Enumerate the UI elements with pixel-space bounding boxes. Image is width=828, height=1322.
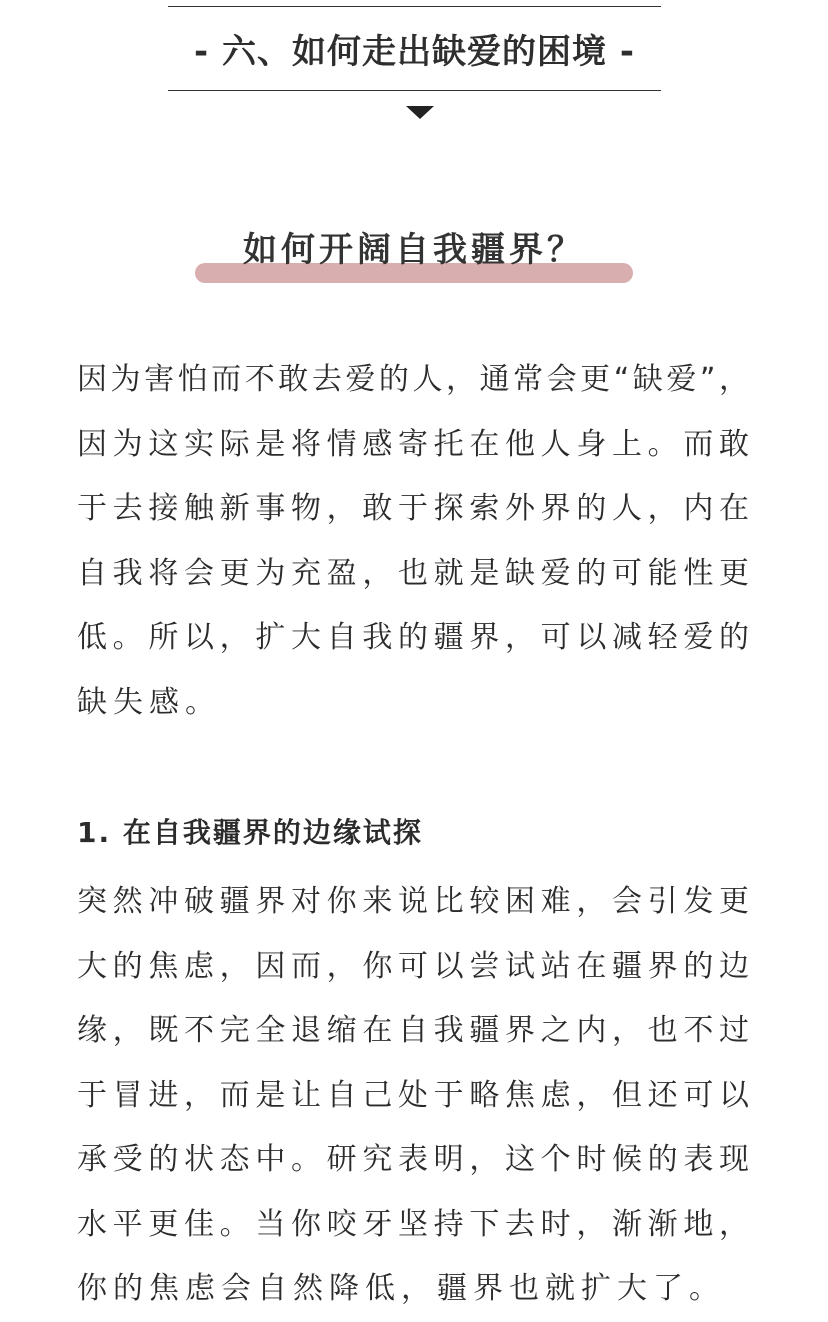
subheading bbox=[195, 226, 633, 286]
paragraph-line: 缺失感。 bbox=[77, 684, 221, 720]
paragraph-line: 低。所以，扩大自我的疆界，可以减轻爱的 bbox=[77, 620, 749, 655]
subheading-title: 如何开阔自我疆界？ bbox=[243, 230, 585, 270]
paragraph-line: 缘，既不完全退缩在自我疆界之内，也不过 bbox=[77, 1013, 749, 1048]
paragraph-line: 你的焦虑会自然降低，疆界也就扩大了。 bbox=[77, 1271, 725, 1306]
section-header bbox=[168, 6, 661, 91]
paragraph-1 bbox=[77, 348, 749, 735]
paragraph-line: 承受的状态中。研究表明，这个时候的表现 bbox=[77, 1142, 749, 1177]
point-heading: 1. 在自我疆界的边缘试探 bbox=[77, 816, 423, 849]
paragraph-line: 因为害怕而不敢去爱的人，通常会更“缺爱”， bbox=[77, 362, 749, 397]
paragraph-line: 于冒进，而是让自己处于略焦虑，但还可以 bbox=[77, 1077, 749, 1113]
down-arrow-icon bbox=[406, 106, 434, 119]
paragraph-line: 自我将会更为充盈，也就是缺爱的可能性更 bbox=[77, 555, 749, 591]
paragraph-line: 突然冲破疆界对你来说比较困难，会引发更 bbox=[77, 884, 749, 919]
paragraph-line: 水平更佳。当你咬牙坚持下去时，渐渐地， bbox=[77, 1206, 749, 1242]
section-title: - 六、如何走出缺爱的困境 - bbox=[194, 32, 635, 72]
paragraph-line: 于去接触新事物，敢于探索外界的人，内在 bbox=[77, 491, 749, 526]
paragraph-2 bbox=[77, 870, 749, 1322]
paragraph-line: 因为这实际是将情感寄托在他人身上。而敢 bbox=[77, 426, 749, 462]
paragraph-line: 大的焦虑，因而，你可以尝试站在疆界的边 bbox=[77, 948, 749, 984]
